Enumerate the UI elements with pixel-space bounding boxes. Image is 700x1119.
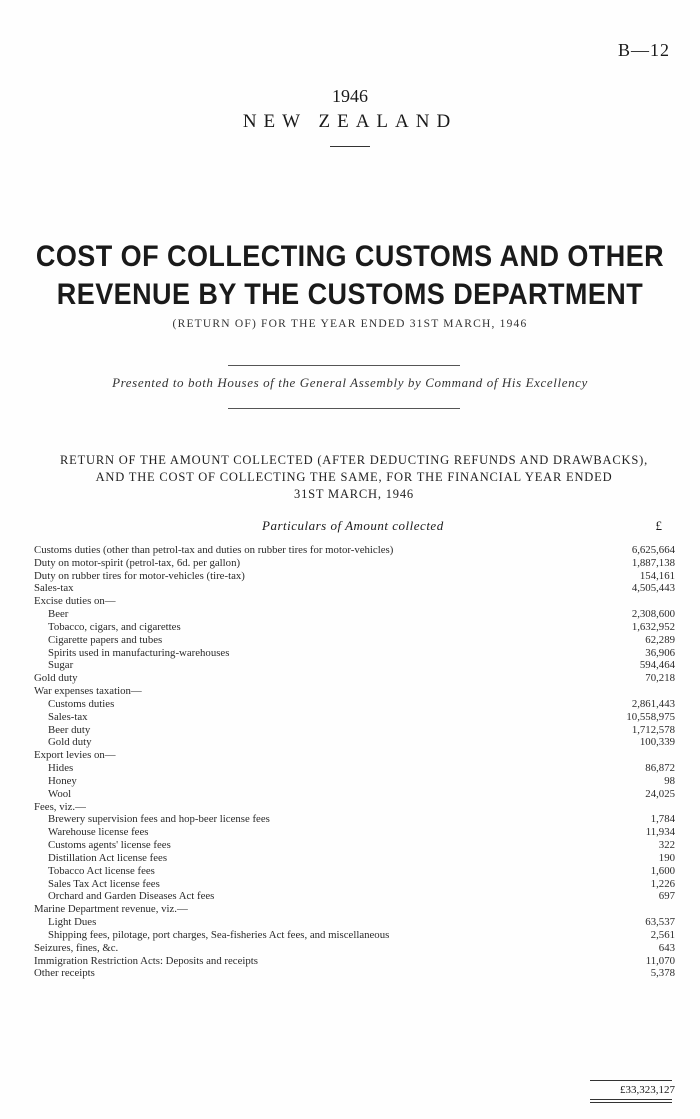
divider — [228, 365, 460, 366]
revenue-table — [34, 544, 679, 980]
table-row — [34, 967, 679, 980]
table-row — [34, 955, 679, 968]
row-label: Fees, viz.— — [34, 800, 86, 813]
table-row — [34, 762, 679, 775]
table-row — [34, 647, 679, 660]
table-row — [34, 582, 679, 595]
table-row — [34, 736, 679, 749]
row-label: Wool — [48, 787, 72, 800]
document-year: 1946 — [332, 86, 368, 106]
row-label: Beer duty — [48, 723, 91, 736]
row-amount: 1,600 — [650, 864, 675, 877]
row-amount: 5,378 — [650, 967, 675, 980]
return-heading-line-3: 31ST MARCH, 1946 — [294, 487, 414, 501]
table-row — [34, 698, 679, 711]
row-label: Distillation Act license fees — [48, 851, 168, 864]
total-double-rule — [590, 1099, 672, 1100]
row-label: Sales-tax — [48, 710, 88, 723]
table-row — [34, 801, 679, 814]
divider — [330, 146, 370, 147]
row-label: Customs duties (other than petrol-tax and duties on rubber tires for motor-vehicles) — [34, 544, 394, 556]
row-amount: 1,632,952 — [631, 620, 675, 633]
table-row — [34, 775, 679, 788]
total-rule — [590, 1080, 672, 1081]
table-row — [34, 890, 679, 903]
row-label: Immigration Restriction Acts: Deposits and receipts — [34, 954, 258, 967]
row-amount: 697 — [658, 890, 675, 903]
row-label: Gold duty — [34, 672, 78, 685]
row-amount: 63,537 — [645, 916, 675, 929]
table-row — [34, 916, 679, 929]
row-label: Honey — [48, 774, 77, 787]
table-row — [34, 608, 679, 621]
row-label: Duty on rubber tires for motor-vehicles (tire-tax) — [34, 569, 245, 582]
row-label: Light Dues — [48, 916, 97, 929]
total-amount: £33,323,127 — [620, 1084, 675, 1096]
row-amount: 10,558,975 — [626, 710, 675, 723]
row-amount: 24,025 — [645, 787, 675, 800]
row-amount: 322 — [658, 839, 675, 852]
row-amount: 98 — [664, 774, 675, 787]
row-amount: 2,308,600 — [631, 608, 675, 621]
row-label: Sales-tax — [34, 582, 74, 595]
table-row — [34, 878, 679, 891]
table-row — [34, 749, 679, 762]
total-double-rule — [590, 1102, 672, 1103]
table-row — [34, 595, 679, 608]
table-row — [34, 826, 679, 839]
row-label: Export levies on— — [34, 749, 116, 762]
row-label: Cigarette papers and tubes — [48, 633, 163, 646]
table-row — [34, 852, 679, 865]
row-label: Beer — [48, 608, 69, 621]
row-amount: 70,218 — [645, 672, 675, 685]
row-amount: 2,861,443 — [631, 697, 675, 710]
row-amount: 594,464 — [639, 659, 675, 672]
title-line-1: COST OF COLLECTING CUSTOMS AND OTHER — [35, 240, 665, 273]
table-row — [34, 839, 679, 852]
table-row — [34, 557, 679, 570]
row-label: Shipping fees, pilotage, port charges, Sea-fisheries Act fees, and miscellaneous — [48, 928, 390, 941]
table-row — [34, 672, 679, 685]
row-amount: 643 — [658, 941, 675, 954]
row-amount: 1,887,138 — [631, 556, 675, 569]
row-label: Seizures, fines, &c. — [34, 941, 119, 954]
row-label: Tobacco, cigars, and cigarettes — [48, 620, 181, 633]
presented-line: Presented to both Houses of the General Assembly by Command of His Excellency — [112, 375, 588, 390]
row-label: Orchard and Garden Diseases Act fees — [48, 890, 215, 903]
row-amount: 36,906 — [645, 646, 675, 659]
row-amount: 100,339 — [639, 736, 675, 749]
table-row — [34, 813, 679, 826]
table-row — [34, 903, 679, 916]
row-amount: 86,872 — [645, 762, 675, 775]
row-amount: 11,934 — [645, 826, 675, 839]
row-label: Gold duty — [48, 736, 92, 749]
table-row — [34, 621, 679, 634]
row-label: Tobacco Act license fees — [48, 864, 155, 877]
row-label: Customs duties — [48, 697, 115, 710]
row-amount: 2,561 — [650, 928, 675, 941]
row-label: Brewery supervision fees and hop-beer license fees — [48, 813, 270, 826]
row-label: Warehouse license fees — [48, 826, 149, 839]
row-label: War expenses taxation— — [34, 685, 142, 698]
row-label: Hides — [48, 762, 74, 775]
column-heading: Particulars of Amount collected — [262, 518, 444, 533]
title-line-2: REVENUE BY THE CUSTOMS DEPARTMENT — [56, 278, 644, 311]
table-row — [34, 570, 679, 583]
row-amount: 1,712,578 — [631, 723, 675, 736]
return-heading-line-1: RETURN OF THE AMOUNT COLLECTED (AFTER DEDUCTING REFUNDS AND DRAWBACKS), — [60, 453, 648, 467]
country-heading: NEW ZEALAND — [242, 111, 458, 132]
row-amount: 154,161 — [639, 569, 675, 582]
row-label: Duty on motor-spirit (petrol-tax, 6d. per gallon) — [34, 556, 241, 569]
divider — [228, 408, 460, 409]
table-row — [34, 724, 679, 737]
table-row — [34, 865, 679, 878]
table-row — [34, 685, 679, 698]
row-amount: 11,070 — [645, 954, 675, 967]
document-subtitle: (RETURN OF) FOR THE YEAR ENDED 31ST MARCH, 1946 — [172, 318, 528, 330]
table-row — [34, 942, 679, 955]
document-title — [35, 238, 665, 314]
table-row — [34, 711, 679, 724]
row-label: Sugar — [48, 659, 74, 672]
row-amount: 4,505,443 — [631, 582, 675, 595]
row-label: Spirits used in manufacturing-warehouses — [48, 646, 230, 659]
row-amount: 6,625,664 — [631, 544, 675, 556]
currency-heading: £ — [655, 518, 662, 533]
table-row — [34, 544, 679, 557]
table-row — [34, 929, 679, 942]
return-heading — [34, 452, 674, 503]
table-row — [34, 788, 679, 801]
return-heading-line-2: AND THE COST OF COLLECTING THE SAME, FOR THE FINANCIAL YEAR ENDED — [95, 470, 613, 484]
row-amount: 1,784 — [650, 813, 675, 826]
row-amount: 62,289 — [645, 633, 675, 646]
row-label: Sales Tax Act license fees — [48, 877, 160, 890]
row-label: Customs agents' license fees — [48, 839, 171, 852]
row-amount: 1,226 — [650, 877, 675, 890]
page-reference: B—12 — [617, 40, 670, 60]
table-row — [34, 659, 679, 672]
row-label: Excise duties on— — [34, 595, 116, 608]
row-label: Other receipts — [34, 967, 95, 980]
row-label: Marine Department revenue, viz.— — [34, 903, 188, 916]
row-amount: 190 — [658, 851, 675, 864]
table-row — [34, 634, 679, 647]
